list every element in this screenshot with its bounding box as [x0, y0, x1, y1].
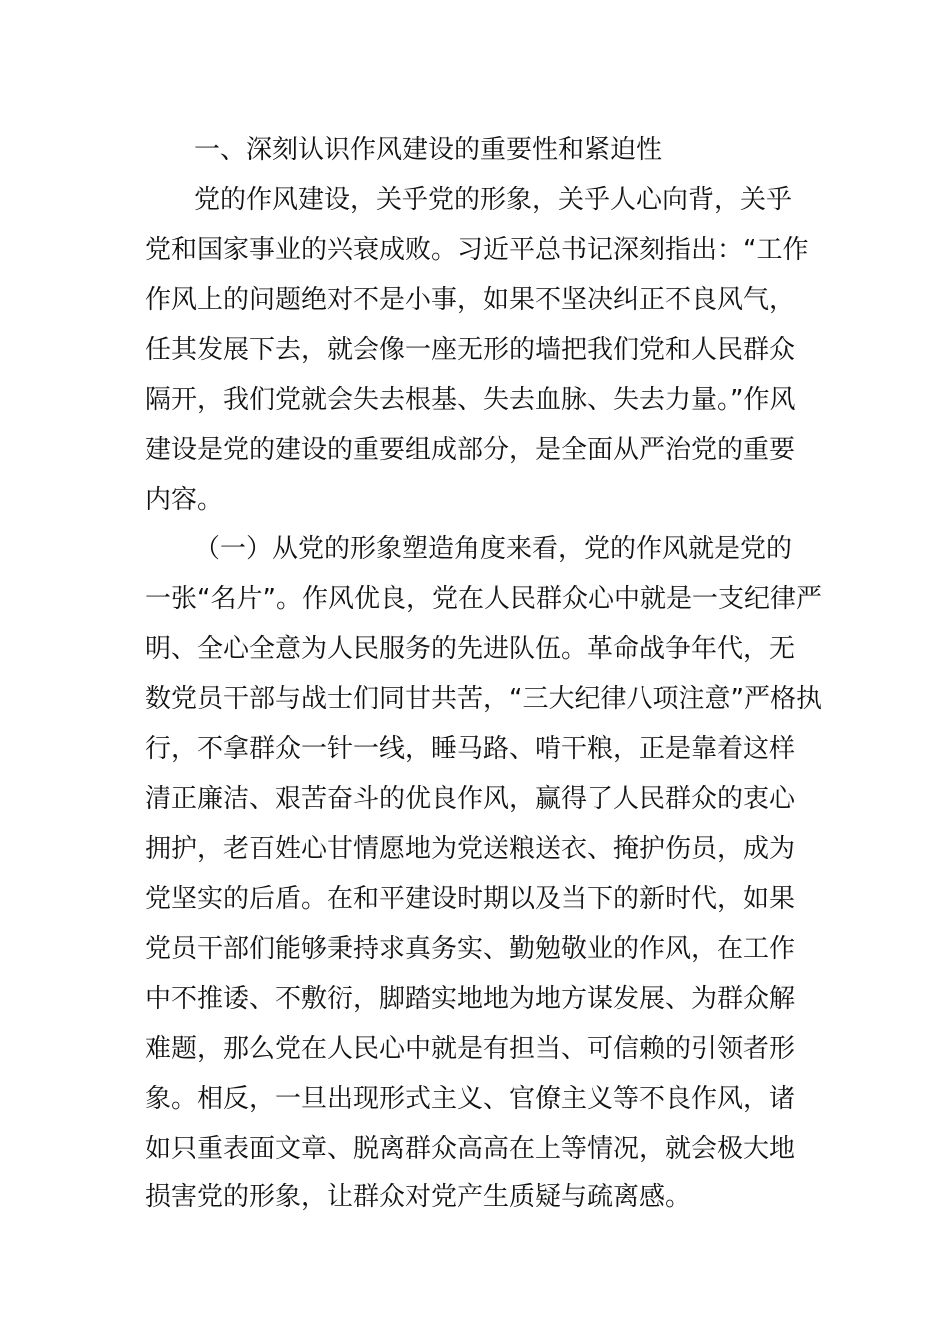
- paragraph-line: 党坚实的后盾。在和平建设时期以及当下的新时代，如果: [145, 884, 796, 914]
- paragraph-line: 一张“名片”。作风优良，党在人民群众心中就是一支纪律严: [145, 584, 822, 614]
- paragraph-line: 象。相反，一旦出现形式主义、官僚主义等不良作风，诸: [145, 1084, 796, 1114]
- paragraph-line: 损害党的形象，让群众对党产生质疑与疏离感。: [145, 1182, 692, 1212]
- paragraph-line: 隔开，我们党就会失去根基、失去血脉、失去力量。”作风: [145, 385, 796, 415]
- paragraph-line: 清正廉洁、艰苦奋斗的优良作风，赢得了人民群众的衷心: [145, 784, 796, 814]
- paragraph-line: 行，不拿群众一针一线，睡马路、啃干粮，正是靠着这样: [145, 734, 796, 764]
- paragraph-line: 拥护，老百姓心甘情愿地为党送粮送衣、掩护伤员，成为: [145, 834, 796, 864]
- paragraph-line: 中不推诿、不敷衍，脚踏实地地为地方谋发展、为群众解: [145, 984, 796, 1014]
- paragraph-line: 内容。: [145, 485, 224, 515]
- paragraph-line: 党员干部们能够秉持求真务实、勤勉敬业的作风，在工作: [145, 934, 796, 964]
- paragraph-line: 党的作风建设，关乎党的形象，关乎人心向背，关乎: [194, 185, 793, 215]
- paragraph-line: 党和国家事业的兴衰成败。习近平总书记深刻指出：“工作: [145, 235, 809, 265]
- paragraph-line: 任其发展下去，就会像一座无形的墙把我们党和人民群众: [145, 335, 796, 365]
- paragraph-line: 数党员干部与战士们同甘共苦，“三大纪律八项注意”严格执: [145, 684, 822, 714]
- section-heading: 一、深刻认识作风建设的重要性和紧迫性: [194, 135, 663, 165]
- paragraph-line: 难题，那么党在人民心中就是有担当、可信赖的引领者形: [145, 1034, 796, 1064]
- paragraph-line: 如只重表面文章、脱离群众高高在上等情况，就会极大地: [145, 1134, 796, 1164]
- paragraph-line: 明、全心全意为人民服务的先进队伍。革命战争年代，无: [145, 634, 796, 664]
- paragraph-line: （一）从党的形象塑造角度来看，党的作风就是党的: [194, 534, 793, 564]
- paragraph-line: 建设是党的建设的重要组成部分，是全面从严治党的重要: [145, 435, 796, 465]
- paragraph-line: 作风上的问题绝对不是小事，如果不坚决纠正不良风气，: [145, 285, 796, 315]
